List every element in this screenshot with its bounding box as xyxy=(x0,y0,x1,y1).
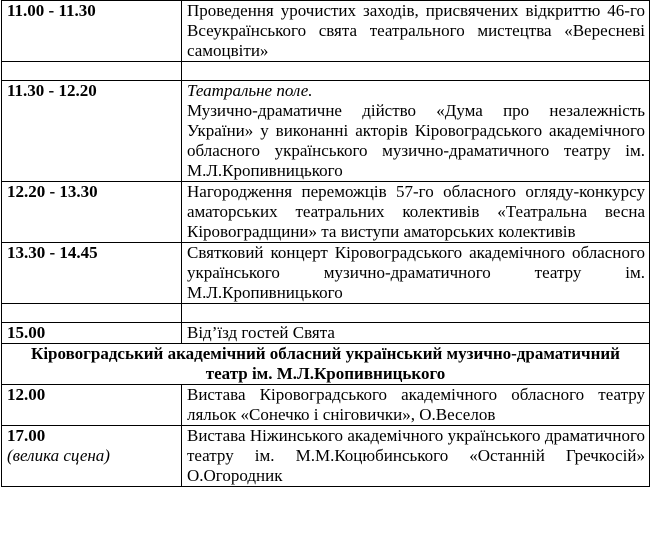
spacer-row xyxy=(2,304,650,323)
time-note: (велика сцена) xyxy=(7,446,110,465)
description-text: Від’їзд гостей Свята xyxy=(187,323,335,342)
schedule-row xyxy=(2,243,650,304)
time-cell: 12.20 - 13.30 xyxy=(2,182,182,243)
spacer-row xyxy=(2,62,650,81)
description-text: Святковий концерт Кіровоградського академічного обласного українського музично-драматичного театру ім. М.Л.Кропивницького xyxy=(187,243,645,302)
description-cell xyxy=(182,182,650,243)
description-text: Нагородження переможців 57-го обласного огляду-конкурсу аматорських театральних колективів «Театральна весна Кіровоградщини» та виступи аматорських колективів xyxy=(187,182,645,241)
schedule-row xyxy=(2,1,650,62)
description-cell xyxy=(182,243,650,304)
description-cell xyxy=(182,385,650,426)
empty-cell xyxy=(182,62,650,81)
description-text: Музично-драматичне дійство «Дума про незалежність України» у виконанні акторів Кіровоградського академічного обласного українського музично-драматичного театру ім. М.Л.Кропивницького xyxy=(187,101,645,180)
empty-cell xyxy=(2,304,182,323)
description-cell xyxy=(182,81,650,182)
section-header-row xyxy=(2,344,650,385)
description-text: Вистава Кіровоградського академічного обласного театру ляльок «Сонечко і сніговички», О.Веселов xyxy=(187,385,645,424)
description-cell xyxy=(182,323,650,344)
time-cell: 11.30 - 12.20 xyxy=(2,81,182,182)
time-cell: 15.00 xyxy=(2,323,182,344)
time-cell xyxy=(2,426,182,487)
schedule-table xyxy=(1,0,650,487)
schedule-row xyxy=(2,323,650,344)
description-cell xyxy=(182,1,650,62)
time-cell: 13.30 - 14.45 xyxy=(2,243,182,304)
description-italic-text: Театральне поле. xyxy=(187,81,313,100)
description-text: Вистава Ніжинського академічного українського драматичного театру ім. М.М.Коцюбинського «Останній Гречкосій» О.Огородник xyxy=(187,426,645,485)
description-text: Проведення урочистих заходів, присвячених відкриттю 46-го Всеукраїнського свята театрального мистецтва «Вересневі самоцвіти» xyxy=(187,1,645,60)
time-cell: 11.00 - 11.30 xyxy=(2,1,182,62)
empty-cell xyxy=(2,62,182,81)
time-cell: 12.00 xyxy=(2,385,182,426)
schedule-row xyxy=(2,182,650,243)
empty-cell xyxy=(182,304,650,323)
schedule-row xyxy=(2,385,650,426)
schedule-row xyxy=(2,81,650,182)
description-cell xyxy=(182,426,650,487)
section-header: Кіровоградський академічний обласний український музично-драматичний театр ім. М.Л.Кропивницького xyxy=(2,344,650,385)
schedule-row xyxy=(2,426,650,487)
time-text: 17.00 xyxy=(7,426,46,445)
